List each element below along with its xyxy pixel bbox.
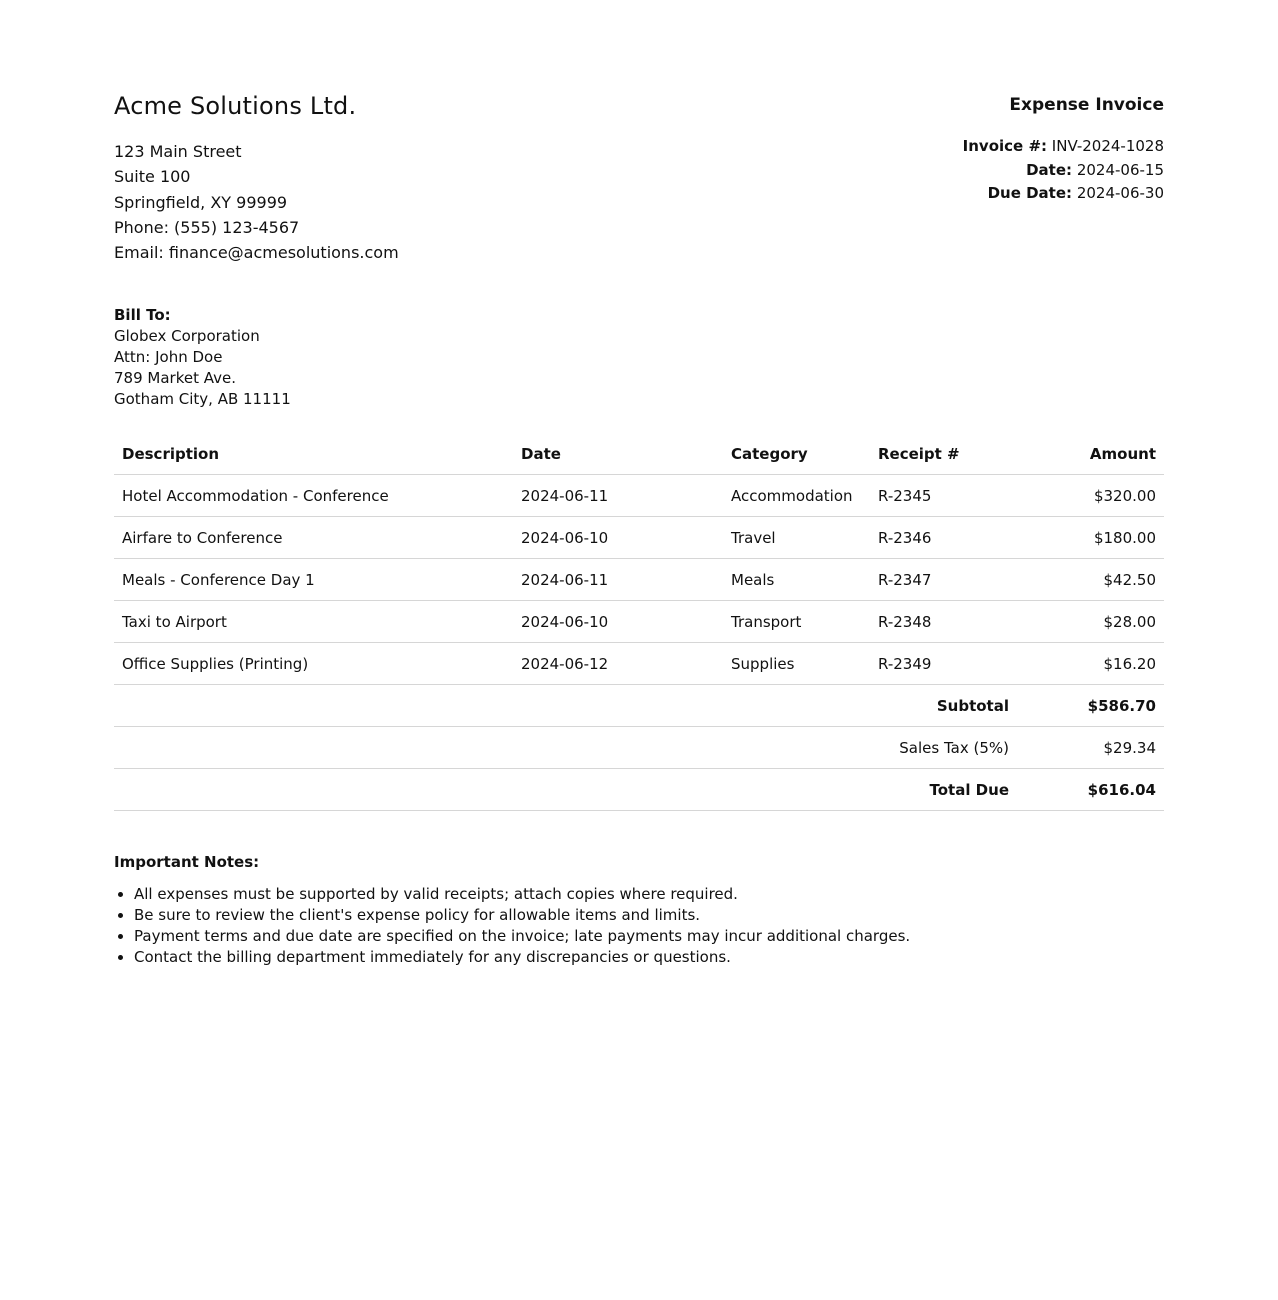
cell-description: Airfare to Conference — [114, 517, 513, 559]
invoice-header — [114, 88, 1164, 288]
address-line: Suite 100 — [114, 167, 191, 187]
invoice-page — [114, 88, 1164, 288]
invoice-title: Expense Invoice — [1009, 95, 1164, 115]
note-item: • Payment terms and due date are specified on the invoice; late payments may incur additional charges. — [134, 926, 910, 947]
note-item: • All expenses must be supported by valid receipts; attach copies where required. — [134, 884, 910, 905]
subtotal-label: Subtotal — [114, 685, 1017, 727]
table-row — [114, 601, 1164, 643]
invoice-number: INV-2024-1028 — [1051, 137, 1164, 155]
company-block — [114, 88, 399, 265]
table-header-row — [114, 433, 1164, 475]
cell-amount: $16.20 — [1017, 643, 1164, 685]
expense-table — [114, 433, 1164, 811]
bill-to-line: Globex Corporation — [114, 327, 260, 345]
cell-date: 2024-06-10 — [513, 601, 723, 643]
cell-description: Office Supplies (Printing) — [114, 643, 513, 685]
phone-line: Phone: (555) 123-4567 — [114, 217, 300, 237]
bill-to-label: Bill To: — [114, 306, 171, 324]
cell-receipt: R-2345 — [870, 475, 1017, 517]
cell-date: 2024-06-11 — [513, 559, 723, 601]
note-item: • Contact the billing department immediately for any discrepancies or questions. — [134, 947, 910, 968]
table-row — [114, 559, 1164, 601]
notes-list — [114, 884, 910, 968]
tax-amount: $29.34 — [1017, 727, 1164, 769]
cell-date: 2024-06-10 — [513, 517, 723, 559]
notes-section — [114, 852, 910, 968]
bill-to-line: 789 Market Ave. — [114, 369, 236, 387]
header-description: Description — [114, 433, 513, 475]
cell-amount: $42.50 — [1017, 559, 1164, 601]
invoice-meta — [963, 92, 1164, 206]
header-category: Category — [723, 433, 870, 475]
table-row — [114, 475, 1164, 517]
table-row — [114, 517, 1164, 559]
address-line: Springfield, XY 99999 — [114, 192, 288, 212]
company-address — [114, 139, 399, 265]
cell-category: Transport — [723, 601, 870, 643]
bill-to-line: Attn: John Doe — [114, 348, 223, 366]
cell-receipt: R-2347 — [870, 559, 1017, 601]
cell-category: Meals — [723, 559, 870, 601]
invoice-number-label: Invoice #: — [962, 137, 1048, 155]
table-row — [114, 643, 1164, 685]
cell-date: 2024-06-11 — [513, 475, 723, 517]
cell-description: Taxi to Airport — [114, 601, 513, 643]
header-receipt: Receipt # — [870, 433, 1017, 475]
cell-category: Accommodation — [723, 475, 870, 517]
subtotal-row — [114, 685, 1164, 727]
notes-title: Important Notes: — [114, 853, 260, 871]
email-line: Email: finance@acmesolutions.com — [114, 243, 399, 263]
invoice-date-label: Date: — [1026, 160, 1073, 179]
cell-receipt: R-2349 — [870, 643, 1017, 685]
cell-amount: $320.00 — [1017, 475, 1164, 517]
cell-amount: $28.00 — [1017, 601, 1164, 643]
address-line: 123 Main Street — [114, 142, 242, 161]
tax-row — [114, 727, 1164, 769]
invoice-date-row — [963, 159, 1164, 183]
invoice-date: 2024-06-15 — [1076, 160, 1164, 179]
due-date-row — [963, 182, 1164, 206]
company-name: Acme Solutions Ltd. — [114, 92, 357, 120]
bill-to-block — [114, 305, 291, 410]
cell-amount: $180.00 — [1017, 517, 1164, 559]
header-amount: Amount — [1017, 433, 1164, 475]
total-amount: $616.04 — [1017, 769, 1164, 811]
due-date: 2024-06-30 — [1076, 184, 1164, 202]
tax-label: Sales Tax (5%) — [114, 727, 1017, 769]
invoice-meta-lines — [963, 135, 1164, 206]
subtotal-amount: $586.70 — [1017, 685, 1164, 727]
total-label: Total Due — [114, 769, 1017, 811]
cell-receipt: R-2346 — [870, 517, 1017, 559]
due-date-label: Due Date: — [987, 184, 1073, 202]
total-row — [114, 769, 1164, 811]
invoice-number-row — [963, 135, 1164, 159]
cell-receipt: R-2348 — [870, 601, 1017, 643]
bill-to-line: Gotham City, AB 11111 — [114, 390, 291, 408]
cell-description: Hotel Accommodation - Conference — [114, 475, 513, 517]
cell-date: 2024-06-12 — [513, 643, 723, 685]
cell-category: Travel — [723, 517, 870, 559]
note-item: • Be sure to review the client's expense policy for allowable items and limits. — [134, 905, 910, 926]
cell-description: Meals - Conference Day 1 — [114, 559, 513, 601]
header-date: Date — [513, 433, 723, 475]
cell-category: Supplies — [723, 643, 870, 685]
